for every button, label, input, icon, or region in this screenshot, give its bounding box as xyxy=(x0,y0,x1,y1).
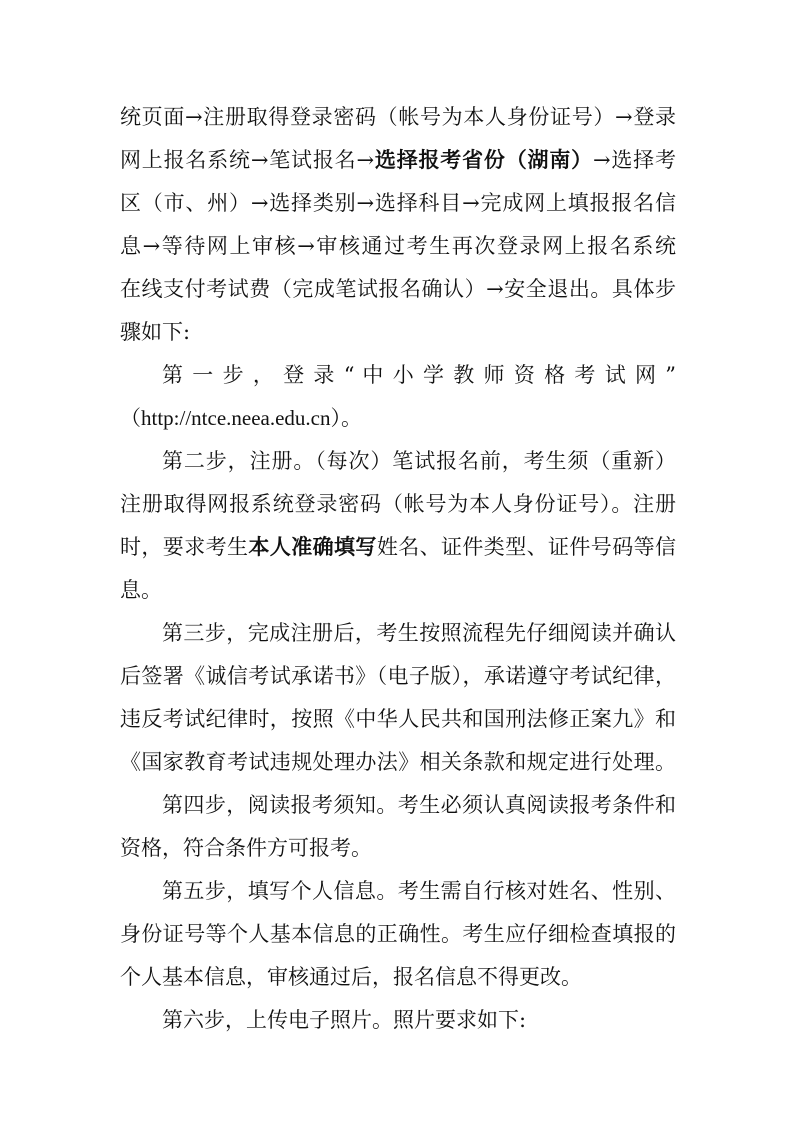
text-line xyxy=(120,661,676,691)
text-line xyxy=(120,532,676,562)
text-line xyxy=(120,446,676,476)
text-line xyxy=(120,704,676,734)
line-text: 区（市、州）→选择类别→选择科目→完成网上填报报名信 xyxy=(120,191,676,215)
line-text: 后签署《诚信考试承诺书》（电子版），承诺遵守考试纪律， xyxy=(120,664,676,688)
line-text: 第四步，阅读报考须知。考生必须认真阅读报考条件和 xyxy=(162,793,676,817)
text-line xyxy=(120,919,676,949)
text-line xyxy=(120,403,676,433)
bold-text: 选择报考省份（湖南） xyxy=(374,148,593,172)
text-line xyxy=(120,145,676,175)
text-line xyxy=(120,274,676,304)
text-line xyxy=(120,1005,676,1035)
text-line xyxy=(120,876,676,906)
bold-text: 本人准确填写 xyxy=(248,535,377,559)
text-line xyxy=(120,489,676,519)
line-text: 息。 xyxy=(120,578,162,602)
text-line xyxy=(120,833,676,863)
text-line xyxy=(120,618,676,648)
line-text: 在线支付考试费（完成笔试报名确认）→安全退出。具体步 xyxy=(120,277,676,301)
text-line xyxy=(120,962,676,992)
text-line xyxy=(120,102,676,132)
text-line xyxy=(120,231,676,261)
line-text: 违反考试纪律时，按照《中华人民共和国刑法修正案九》和 xyxy=(120,707,676,731)
line-text: 第二步，注册。（每次）笔试报名前，考生须（重新） xyxy=(162,449,676,473)
line-text: 身份证号等个人基本信息的正确性。考生应仔细检查填报的 xyxy=(120,922,676,946)
line-text: 第五步，填写个人信息。考生需自行核对姓名、性别、 xyxy=(162,879,676,903)
text-line xyxy=(120,747,676,777)
line-text: 第六步，上传电子照片。照片要求如下: xyxy=(162,1008,527,1032)
line-text: 统页面→注册取得登录密码（帐号为本人身份证号）→登录 xyxy=(120,105,676,129)
line-text: 姓名、证件类型、证件号码等信 xyxy=(376,535,677,559)
url-text: （http://ntce.neea.edu.cn）。 xyxy=(120,406,363,430)
line-text: 网上报名系统→笔试报名→ xyxy=(120,148,375,172)
text-line xyxy=(120,575,676,605)
text-line xyxy=(120,188,676,218)
text-line xyxy=(120,360,676,390)
line-text: 《国家教育考试违规处理办法》相关条款和规定进行处理。 xyxy=(120,750,676,774)
line-text: 第 一 步 ， 登 录 “ 中 小 学 教 师 资 格 考 试 网 ” xyxy=(162,363,676,387)
line-text: 资格，符合条件方可报考。 xyxy=(120,836,372,860)
text-line xyxy=(120,317,676,347)
line-text: 息→等待网上审核→审核通过考生再次登录网上报名系统 xyxy=(120,234,676,258)
line-text: 骤如下: xyxy=(120,320,191,344)
line-text: 第三步，完成注册后，考生按照流程先仔细阅读并确认 xyxy=(162,621,676,645)
line-text: 个人基本信息，审核通过后，报名信息不得更改。 xyxy=(120,965,582,989)
line-text: 注册取得网报系统登录密码（帐号为本人身份证号）。注册 xyxy=(120,492,676,516)
line-text: →选择考 xyxy=(592,148,676,172)
text-line xyxy=(120,790,676,820)
line-text: 时，要求考生 xyxy=(120,535,249,559)
